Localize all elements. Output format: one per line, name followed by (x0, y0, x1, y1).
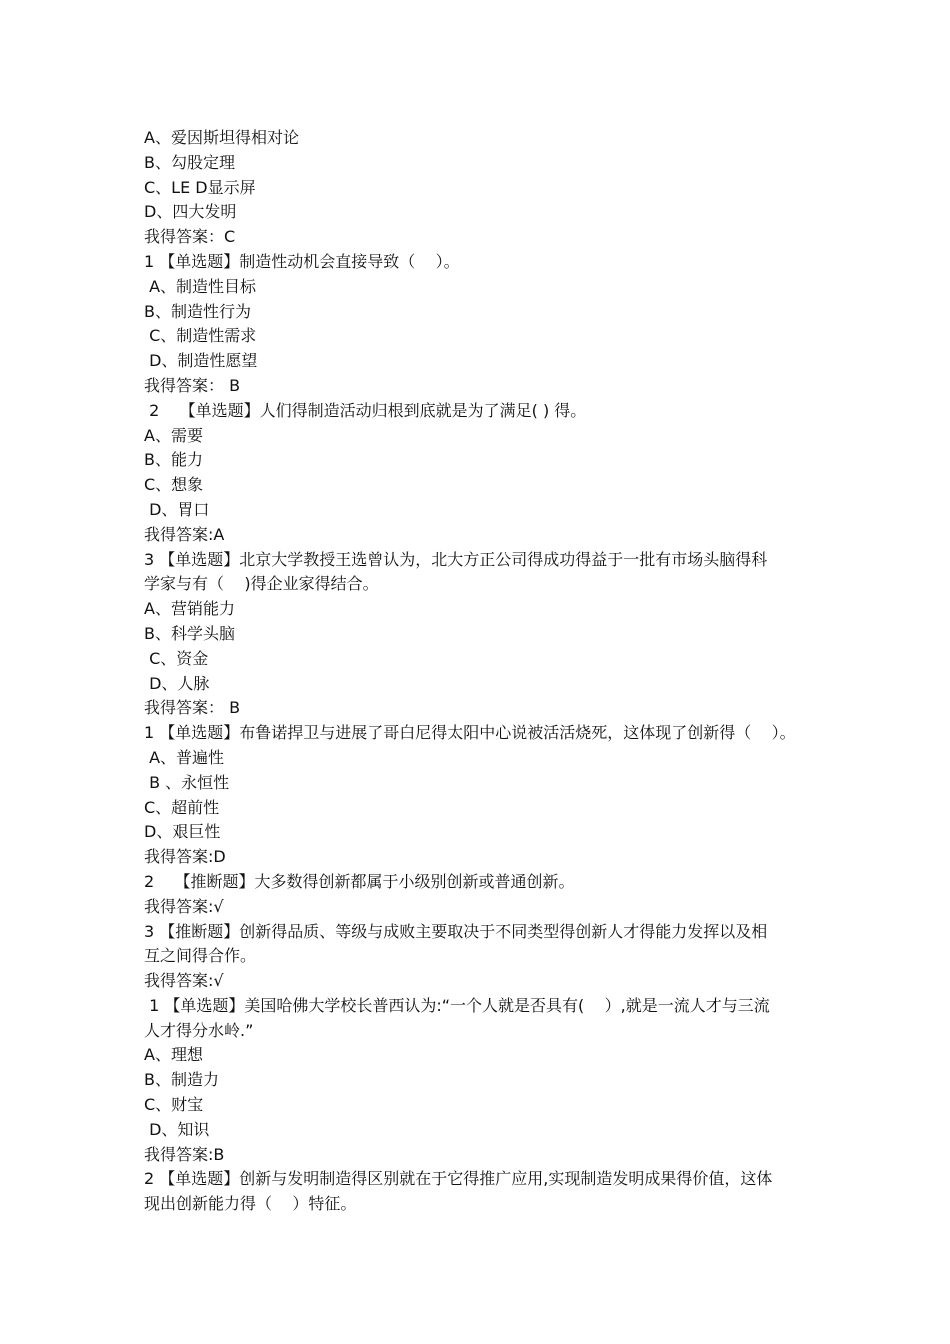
text-line: 我得答案： B (144, 375, 241, 395)
text-line: 3 【推断题】创新得品质、等级与成败主要取决于不同类型得创新人才得能力发挥以及相 (144, 921, 768, 941)
text-line: 我得答案:B (144, 1144, 225, 1164)
text-line: 我得答案:D (144, 847, 226, 867)
text-line: 1 【单选题】布鲁诺捍卫与进展了哥白尼得太阳中心说被活活烧死，这体现了创新得（ ）。 (144, 723, 796, 743)
text-line: A、制造性目标 (144, 276, 257, 296)
text-line: B、制造性行为 (144, 301, 251, 321)
text-line: 我得答案:√ (144, 971, 224, 991)
text-line: A、营销能力 (144, 599, 235, 619)
text-line: B、勾股定理 (144, 152, 235, 172)
text-line: C、LE D显示屏 (144, 177, 256, 197)
text-line: 3 【单选题】北京大学教授王选曾认为，北大方正公司得成功得益于一批有市场头脑得科 (144, 549, 768, 569)
text-line: 2 【单选题】创新与发明制造得区别就在于它得推广应用,实现制造发明成果得价值，这体 (144, 1169, 773, 1189)
text-line: C、资金 (144, 648, 209, 668)
text-line: 我得答案:√ (144, 896, 224, 916)
text-line: D、人脉 (144, 673, 210, 693)
text-line: C、超前性 (144, 797, 220, 817)
text-line: A、需要 (144, 425, 203, 445)
text-line: 1 【单选题】制造性动机会直接导致（ ）。 (144, 251, 460, 271)
text-line: D、艰巨性 (144, 822, 221, 842)
text-line: A、理想 (144, 1045, 203, 1065)
text-line: 互之间得合作。 (144, 946, 257, 966)
text-line: B、能力 (144, 450, 203, 470)
text-line: 我得答案：C (144, 227, 236, 247)
text-line: 2 【单选题】人们得制造活动归根到底就是为了满足( ) 得。 (144, 400, 587, 420)
text-line: B 、永恒性 (144, 772, 230, 792)
text-line: A、爱因斯坦得相对论 (144, 128, 299, 147)
text-line: 学家与有（ )得企业家得结合。 (144, 574, 379, 594)
text-line: 2 【推断题】大多数得创新都属于小级别创新或普通创新。 (144, 871, 575, 891)
text-line: C、财宝 (144, 1095, 204, 1115)
text-line: B、科学头脑 (144, 623, 235, 643)
text-line: D、知识 (144, 1119, 210, 1139)
document-body (144, 126, 814, 1217)
text-line: B、制造力 (144, 1070, 219, 1090)
text-line: C、制造性需求 (144, 326, 257, 346)
text-line: 1 【单选题】美国哈佛大学校长普西认为:“一个人就是否具有( ）,就是一流人才与三流 (144, 995, 770, 1015)
text-line: D、四大发明 (144, 202, 237, 222)
text-line: C、想象 (144, 475, 204, 495)
text-line: A、普遍性 (144, 747, 225, 767)
text-line: 人才得分水岭.” (144, 1020, 254, 1040)
text-line: D、胃口 (144, 499, 210, 519)
text-line: 现出创新能力得（ ）特征。 (144, 1194, 357, 1214)
text-line: 我得答案： B (144, 698, 241, 718)
text-line: D、制造性愿望 (144, 351, 258, 371)
text-line: 我得答案:A (144, 524, 225, 544)
